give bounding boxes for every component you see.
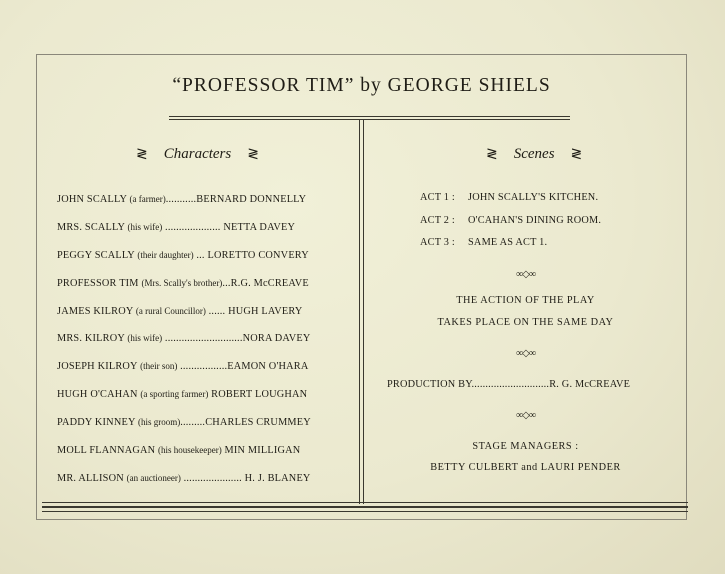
production-credit: PRODUCTION BY............................R. G. McCREAVE	[387, 379, 631, 390]
ornament-right-icon: ≷	[570, 147, 583, 162]
stage-managers-label: STAGE MANAGERS :	[472, 441, 579, 452]
scenes-heading	[470, 146, 598, 163]
ornament-right-icon: ≷	[247, 147, 259, 162]
cast-row: PROFESSOR TIM (Mrs. Scally's brother)...R.G. McCREAVE	[57, 277, 309, 289]
action-line-2: TAKES PLACE ON THE SAME DAY	[437, 317, 614, 328]
cast-row: JAMES KILROY (a rural Councillor) ...... HUGH LAVERY	[57, 305, 303, 317]
flourish-icon: ∞◇∞	[516, 348, 535, 359]
cast-list	[57, 191, 353, 498]
cast-row: JOHN SCALLY (a farmer)...........BERNARD DONNELLY	[57, 194, 307, 205]
title-rule-bottom	[169, 119, 570, 120]
title-rule-top	[169, 116, 570, 117]
stage-managers-names: BETTY CULBERT and LAURI PENDER	[430, 462, 621, 473]
ornament-left-icon: ≷	[486, 147, 498, 162]
flourish-icon: ∞◇∞	[516, 269, 535, 280]
action-line-1: THE ACTION OF THE PLAY	[456, 295, 595, 306]
act-row: ACT 3 : SAME AS ACT 1.	[420, 237, 548, 248]
ornament-left-icon: ≷	[136, 147, 148, 162]
scenes-heading-text: Scenes	[513, 146, 555, 162]
bottom-rules	[42, 502, 688, 518]
flourish-icon: ∞◇∞	[516, 410, 535, 421]
act-row: ACT 1 : JOHN SCALLY'S KITCHEN.	[420, 192, 599, 203]
cast-row: HUGH O'CAHAN (a sporting farmer) ROBERT LOUGHAN	[57, 389, 308, 401]
characters-heading	[120, 146, 275, 163]
play-title: “PROFESSOR TIM” by GEORGE SHIELS	[172, 75, 551, 96]
cast-row: MOLL FLANNAGAN (his housekeeper) MIN MILLIGAN	[57, 445, 301, 457]
cast-row: PADDY KINNEY (his groom).........CHARLES CRUMMEY	[57, 417, 311, 429]
cast-row: MR. ALLISON (an auctioneer) ..................... H. J. BLANEY	[57, 472, 311, 484]
cast-row: JOSEPH KILROY (their son) .................EAMON O'HARA	[57, 361, 309, 373]
cast-row: MRS. SCALLY (his wife) .................... NETTA DAVEY	[57, 221, 296, 233]
cast-row: PEGGY SCALLY (their daughter) ... LORETTO CONVERY	[57, 249, 309, 261]
cast-row: MRS. KILROY (his wife) ............................NORA DAVEY	[57, 333, 311, 345]
acts-list	[420, 192, 601, 260]
act-row: ACT 2 : O'CAHAN'S DINING ROOM.	[420, 214, 602, 226]
characters-heading-text: Characters	[163, 146, 232, 162]
